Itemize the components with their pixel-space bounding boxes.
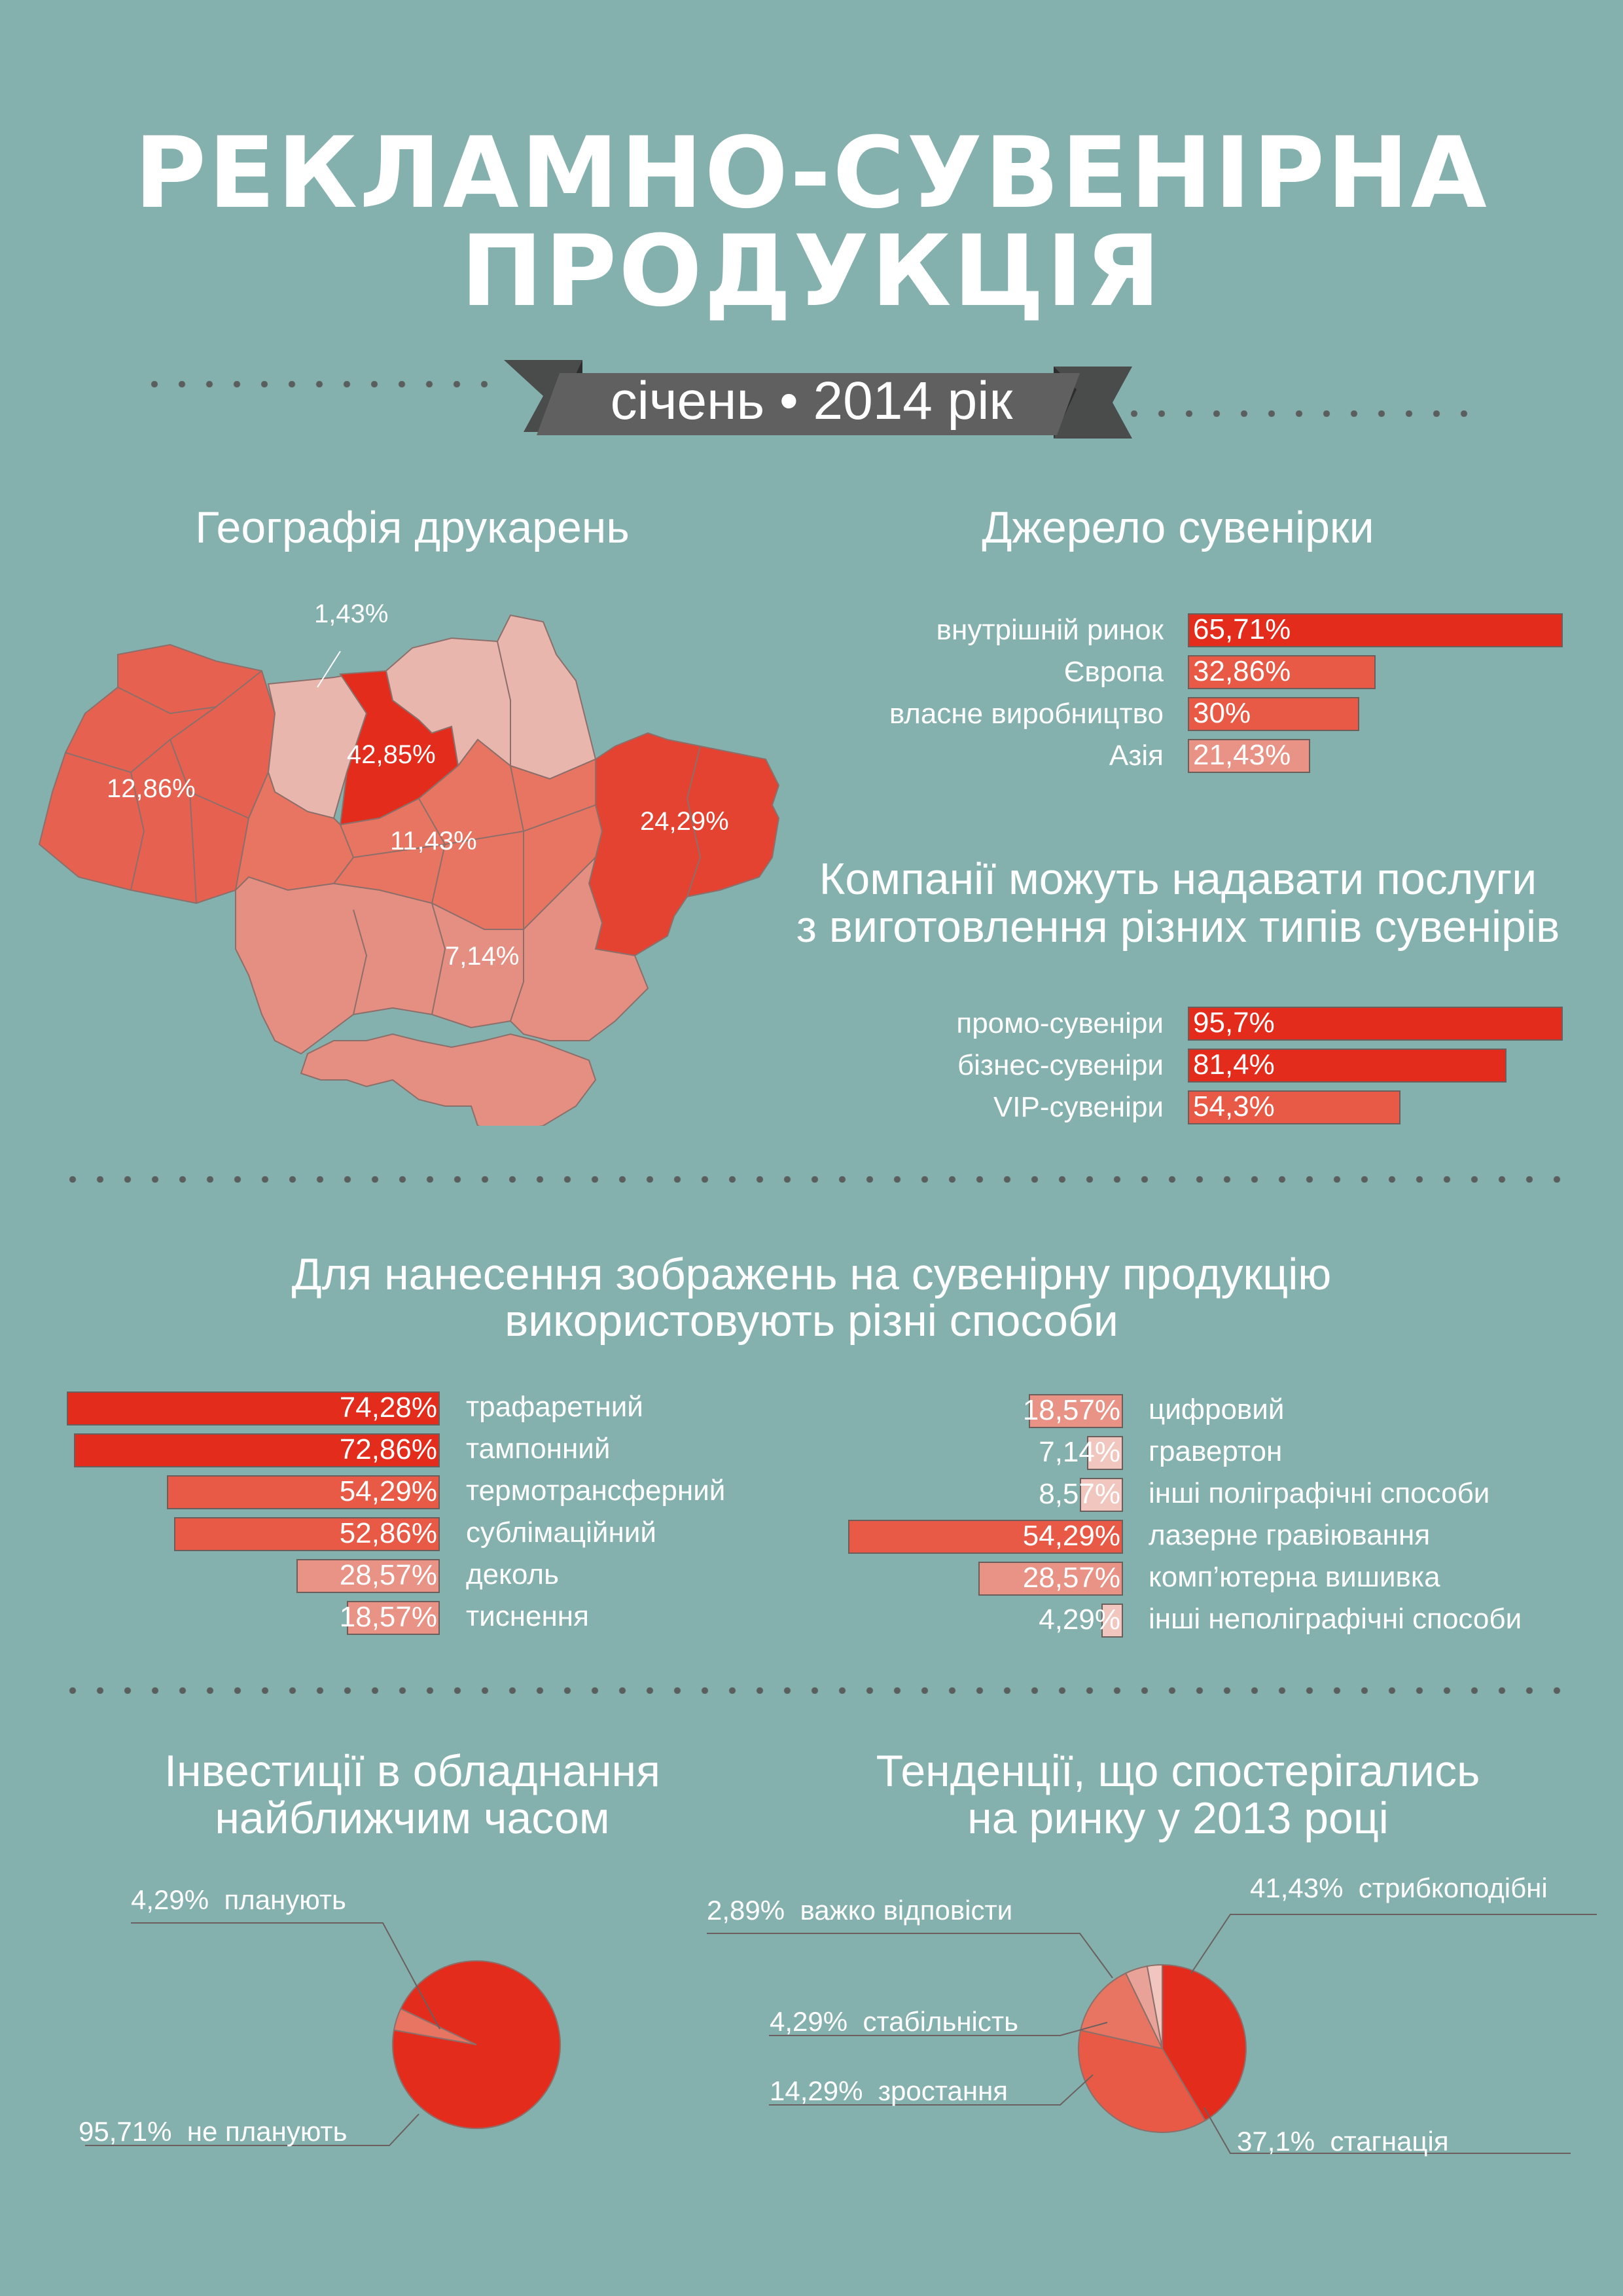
investment-heading-line-2: найближчим часом <box>215 1793 610 1843</box>
method-label: трафаретний <box>466 1391 643 1423</box>
method-value: 54,29% <box>1022 1520 1120 1552</box>
services-heading-line-1: Компанії можуть надавати послуги <box>819 854 1537 904</box>
method-label: тампонний <box>466 1433 611 1465</box>
dotted-divider <box>141 381 507 387</box>
method-value: 28,57% <box>339 1559 437 1591</box>
pie-slice-не-планують <box>393 1961 560 2128</box>
trends-heading-line-1: Тенденції, що спостерігались <box>876 1746 1480 1796</box>
ribbon-month: січень <box>610 371 765 431</box>
date-ribbon-text <box>563 370 1060 433</box>
services-heading-line-2: з виготовлення різних типів сувенірів <box>796 902 1560 952</box>
geography-heading: Географія друкарень <box>195 503 630 552</box>
leader-line <box>1191 1914 1597 1973</box>
method-label: гравертон <box>1149 1435 1283 1467</box>
method-label: деколь <box>466 1558 559 1590</box>
region-label: 24,29% <box>640 807 729 836</box>
trends-label-jumpy: 41,43% стрибкоподібні <box>1250 1873 1548 1903</box>
methods-heading-line-2: використовують різні способи <box>505 1296 1118 1346</box>
method-label: термотрансферний <box>466 1475 726 1507</box>
method-value: 4,29% <box>1039 1604 1120 1636</box>
method-label: інші поліграфічні способи <box>1149 1477 1490 1509</box>
region-label: 12,86% <box>107 774 196 803</box>
method-label: комп’ютерна вишивка <box>1149 1561 1440 1593</box>
method-value: 28,57% <box>1022 1562 1120 1594</box>
method-value: 52,86% <box>339 1517 437 1549</box>
source-label: власне виробництво <box>889 698 1164 730</box>
ribbon-bullet: • <box>779 371 798 431</box>
method-label: інші неполіграфічні способи <box>1149 1603 1522 1635</box>
source-value: 21,43% <box>1193 739 1291 771</box>
method-value: 72,86% <box>339 1433 437 1465</box>
trends-heading-line-2: на ринку у 2013 році <box>967 1793 1389 1843</box>
method-value: 18,57% <box>339 1601 437 1633</box>
method-value: 7,14% <box>1039 1436 1120 1468</box>
region-label: 42,85% <box>347 740 436 769</box>
method-value: 54,29% <box>339 1475 437 1507</box>
source-label: Азія <box>1109 740 1164 772</box>
dotted-divider <box>59 1176 1564 1183</box>
trends-label-stability: 4,29% стабільність <box>770 2006 1018 2037</box>
region-label: 1,43% <box>314 600 389 628</box>
services-label: VIP-сувеніри <box>993 1091 1164 1123</box>
services-label: бізнес-сувеніри <box>957 1049 1164 1081</box>
source-label: Європа <box>1063 656 1164 688</box>
ribbon-year: 2014 рік <box>813 371 1013 431</box>
region-label: 11,43% <box>390 827 477 855</box>
method-label: лазерне гравіювання <box>1149 1519 1431 1551</box>
title-line-1: РЕКЛАМНО-СУВЕНІРНА <box>134 117 1489 230</box>
dotted-divider <box>1120 410 1487 417</box>
methods-heading-line-1: Для нанесення зображень на сувенірну продукцію <box>291 1249 1332 1299</box>
method-label: цифровий <box>1149 1393 1285 1426</box>
trends-label-growth: 14,29% зростання <box>770 2075 1008 2106</box>
services-label: промо-сувеніри <box>956 1007 1164 1039</box>
source-value: 65,71% <box>1193 613 1291 645</box>
dotted-divider <box>59 1687 1564 1694</box>
services-value: 54,3% <box>1193 1090 1275 1122</box>
method-value: 8,57% <box>1039 1478 1120 1510</box>
investment-heading-line-1: Інвестиції в обладнання <box>164 1746 660 1796</box>
leader-line <box>707 1933 1113 1978</box>
source-value: 30% <box>1193 697 1251 729</box>
investment-pie-chart <box>0 1833 785 2225</box>
services-value: 95,7% <box>1193 1007 1275 1039</box>
source-value: 32,86% <box>1193 655 1291 687</box>
method-label: сублімаційний <box>466 1516 656 1549</box>
source-label: внутрішній ринок <box>936 614 1164 646</box>
leader-line <box>131 1923 440 2029</box>
investment-label-planning: 4,29% планують <box>131 1884 346 1915</box>
source-heading: Джерело сувенірки <box>982 503 1374 552</box>
title-line-2: ПРОДУКЦІЯ <box>460 215 1163 329</box>
trends-label-stagnation: 37,1% стагнація <box>1237 2126 1449 2157</box>
investment-label-not-planning: 95,71% не планують <box>79 2116 348 2147</box>
method-value: 74,28% <box>339 1391 437 1424</box>
services-value: 81,4% <box>1193 1049 1275 1081</box>
region-label: 7,14% <box>445 942 520 971</box>
method-value: 18,57% <box>1022 1394 1120 1426</box>
method-label: тиснення <box>466 1600 589 1632</box>
trends-label-hard-to-answer: 2,89% важко відповісти <box>707 1895 1013 1926</box>
